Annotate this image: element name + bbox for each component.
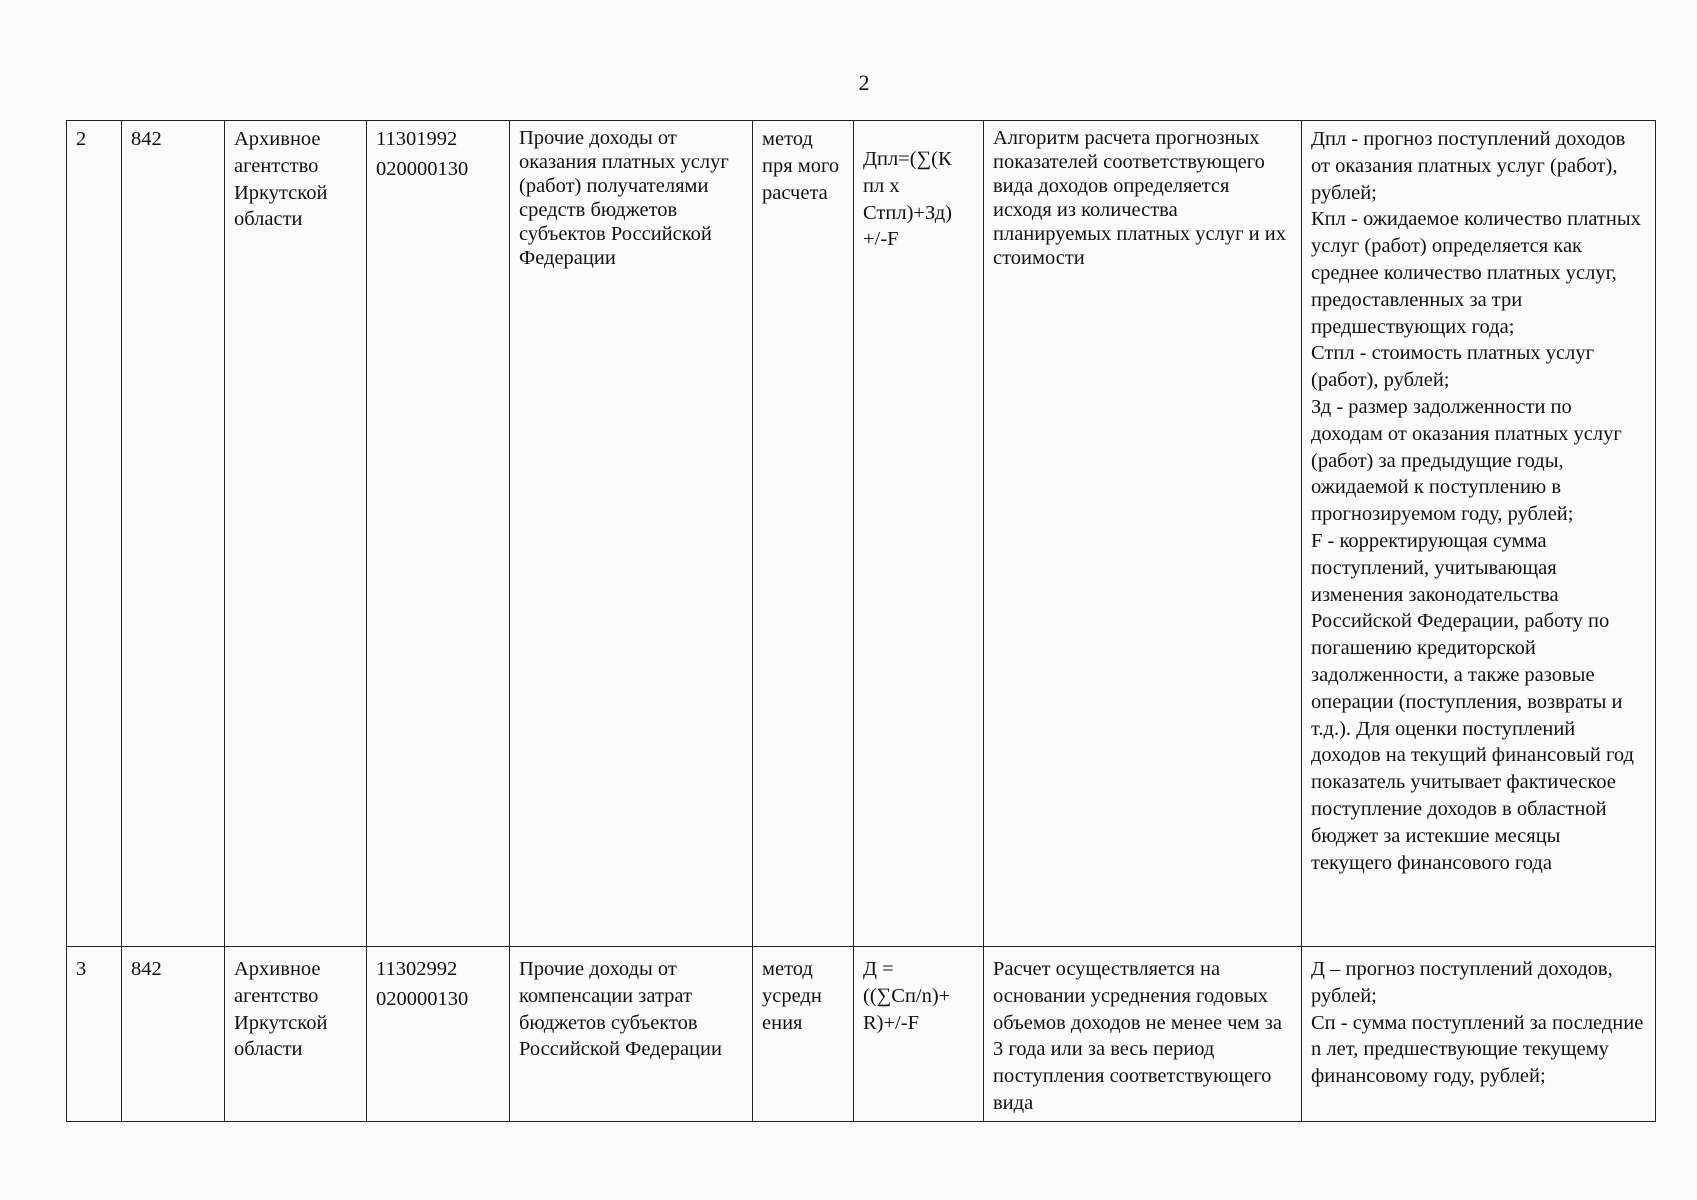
formula-text: Дпл=(∑(К пл х Стпл)+Зд) +/-F [863, 148, 952, 251]
table-row [67, 121, 1656, 947]
description-cell [1302, 121, 1656, 947]
formula-cell [854, 121, 984, 947]
revenue-methodology-table [66, 120, 1656, 1122]
budget-code-cell [367, 947, 510, 1122]
revenue-name-cell: Прочие доходы от оказания платных услуг (работ) получателями средств бюджетов субъектов Российской Федерации [510, 121, 753, 947]
description-line: Д – прогноз поступлений доходов, рублей; [1311, 958, 1613, 1007]
table-row [67, 947, 1656, 1122]
page-number: 2 [858, 70, 870, 95]
formula-text: Д = ((∑Сп/n)+ R)+/-F [863, 958, 951, 1034]
budget-code-part1: 11302992 [376, 958, 458, 980]
description-cell [1302, 947, 1656, 1122]
budget-code-cell [367, 121, 510, 947]
agency-cell: Архивное агентство Иркутской области [225, 121, 367, 947]
budget-code-part2: 020000130 [376, 987, 469, 1010]
administrator-code-cell: 842 [122, 121, 225, 947]
algorithm-cell: Алгоритм расчета прогнозных показателей соответствующего вида доходов определяется исходя из количества планируемых платных услуг и их стоимости [984, 121, 1302, 947]
revenue-name-cell: Прочие доходы от компенсации затрат бюджетов субъектов Российской Федерации [510, 947, 753, 1122]
description-line: Дпл - прогноз поступлений доходов от оказания платных услуг (работ), рублей; [1311, 128, 1626, 204]
algorithm-cell: Расчет осуществляется на основании усреднения годовых объемов доходов не менее чем за 3 года или за весь период поступления соответствующего вида [984, 947, 1302, 1122]
description-line: Кпл - ожидаемое количество платных услуг (работ) определяется как среднее количество платных услуг, предоставленных за три предшествующих года; [1311, 208, 1641, 338]
row-number-cell: 2 [67, 121, 122, 947]
description-line: F - корректирующая сумма поступлений, учитывающая изменения законодательства Российской Федерации, работу по погашению кредиторской задолженности, а также разовые операции (поступления, возвраты и т.д.). Для оценки поступлений доходов на текущий финансовый год показатель учитывает фактическое поступление доходов в областной бюджет за истекшие месяцы текущего финансового года [1311, 529, 1634, 874]
description-line: Зд - размер задолженности по доходам от оказания платных услуг (работ) за предыдущие годы, ожидаемой к поступлению в прогнозируемом году, рублей; [1311, 395, 1622, 526]
administrator-code-cell: 842 [122, 947, 225, 1122]
description-line: Стпл - стоимость платных услуг (работ), рублей; [1311, 342, 1594, 392]
agency-cell: Архивное агентство Иркутской области [225, 947, 367, 1122]
budget-code-part2: 020000130 [376, 157, 469, 180]
method-cell: метод усредн ения [753, 947, 854, 1122]
budget-code-part1: 11301992 [376, 128, 458, 150]
formula-cell [854, 947, 984, 1122]
description-line: Сп - сумма поступлений за последние n лет, предшествующие текущему финансовому году, рублей; [1311, 1011, 1644, 1088]
row-number-cell: 3 [67, 947, 122, 1122]
method-cell: метод пря мого расчета [753, 121, 854, 947]
